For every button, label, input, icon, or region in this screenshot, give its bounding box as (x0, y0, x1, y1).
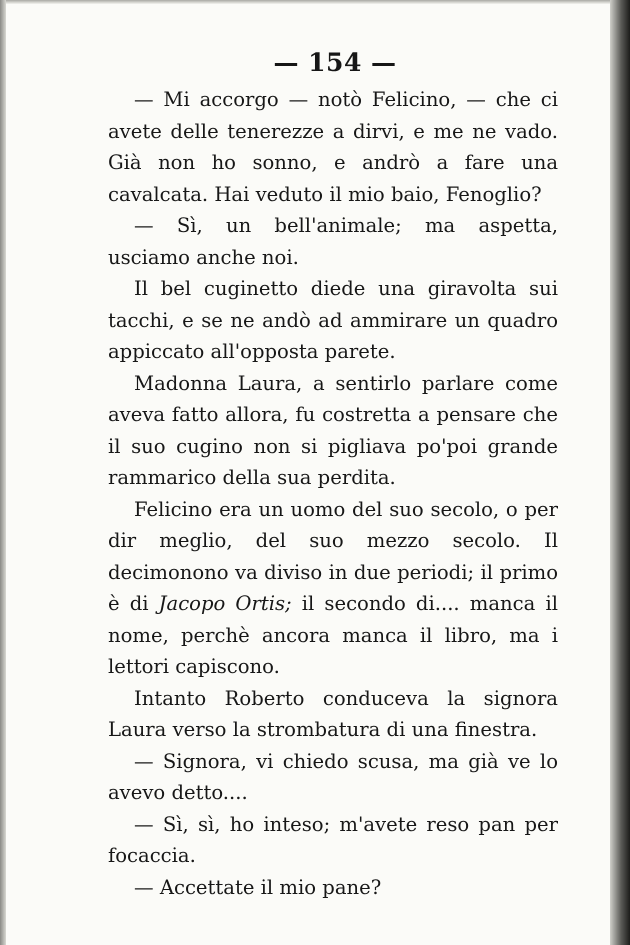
paragraph-3: Il bel cuginetto diede una giravolta sui tacchi, e se ne andò ad ammirare un quadro appiccato all'opposta parete. (108, 277, 558, 363)
paragraph-6: Intanto Roberto conduceva la signora Laura verso la strombatura di una finestra. (108, 686, 558, 741)
paragraph-1: — Mi accorgo — notò Felicino, — che ci avete delle tenerezze a dirvi, e me ne vado. Già non ho sonno, e andrò a fare una cavalcata. Hai veduto il mio baio, Fenoglio? (108, 88, 558, 206)
page-binding-shadow (610, 0, 630, 945)
page-number: — 154 — (273, 48, 397, 77)
paragraph-9: — Accettate il mio pane? (134, 875, 382, 899)
paragraph-5-text-before: Felicino era un uomo del suo secolo, o per dir meglio, del suo mezzo secolo. Il decimonono va diviso in due periodi; il primo è di (108, 497, 558, 615)
page-top-edge (0, 0, 630, 4)
book-title-jacopo-ortis: Jacopo Ortis; (158, 592, 292, 615)
page-body (108, 84, 558, 903)
paragraph-5 (108, 494, 558, 683)
paragraph-8: — Sì, sì, ho inteso; m'avete reso pan per focaccia. (108, 812, 558, 867)
paragraph-5-text-after: il secondo di.... manca il nome, perchè ancora manca il libro, ma i lettori capiscono. (108, 592, 558, 678)
page-left-edge (0, 0, 6, 945)
paragraph-4: Madonna Laura, a sentirlo parlare come aveva fatto allora, fu costretta a pensare che il suo cugino non si pigliava po'poi grande rammarico della sua perdita. (108, 371, 558, 489)
paragraph-7: — Signora, vi chiedo scusa, ma già ve lo avevo detto.... (108, 749, 558, 804)
paragraph-2: — Sì, un bell'animale; ma aspetta, usciamo anche noi. (108, 214, 558, 269)
